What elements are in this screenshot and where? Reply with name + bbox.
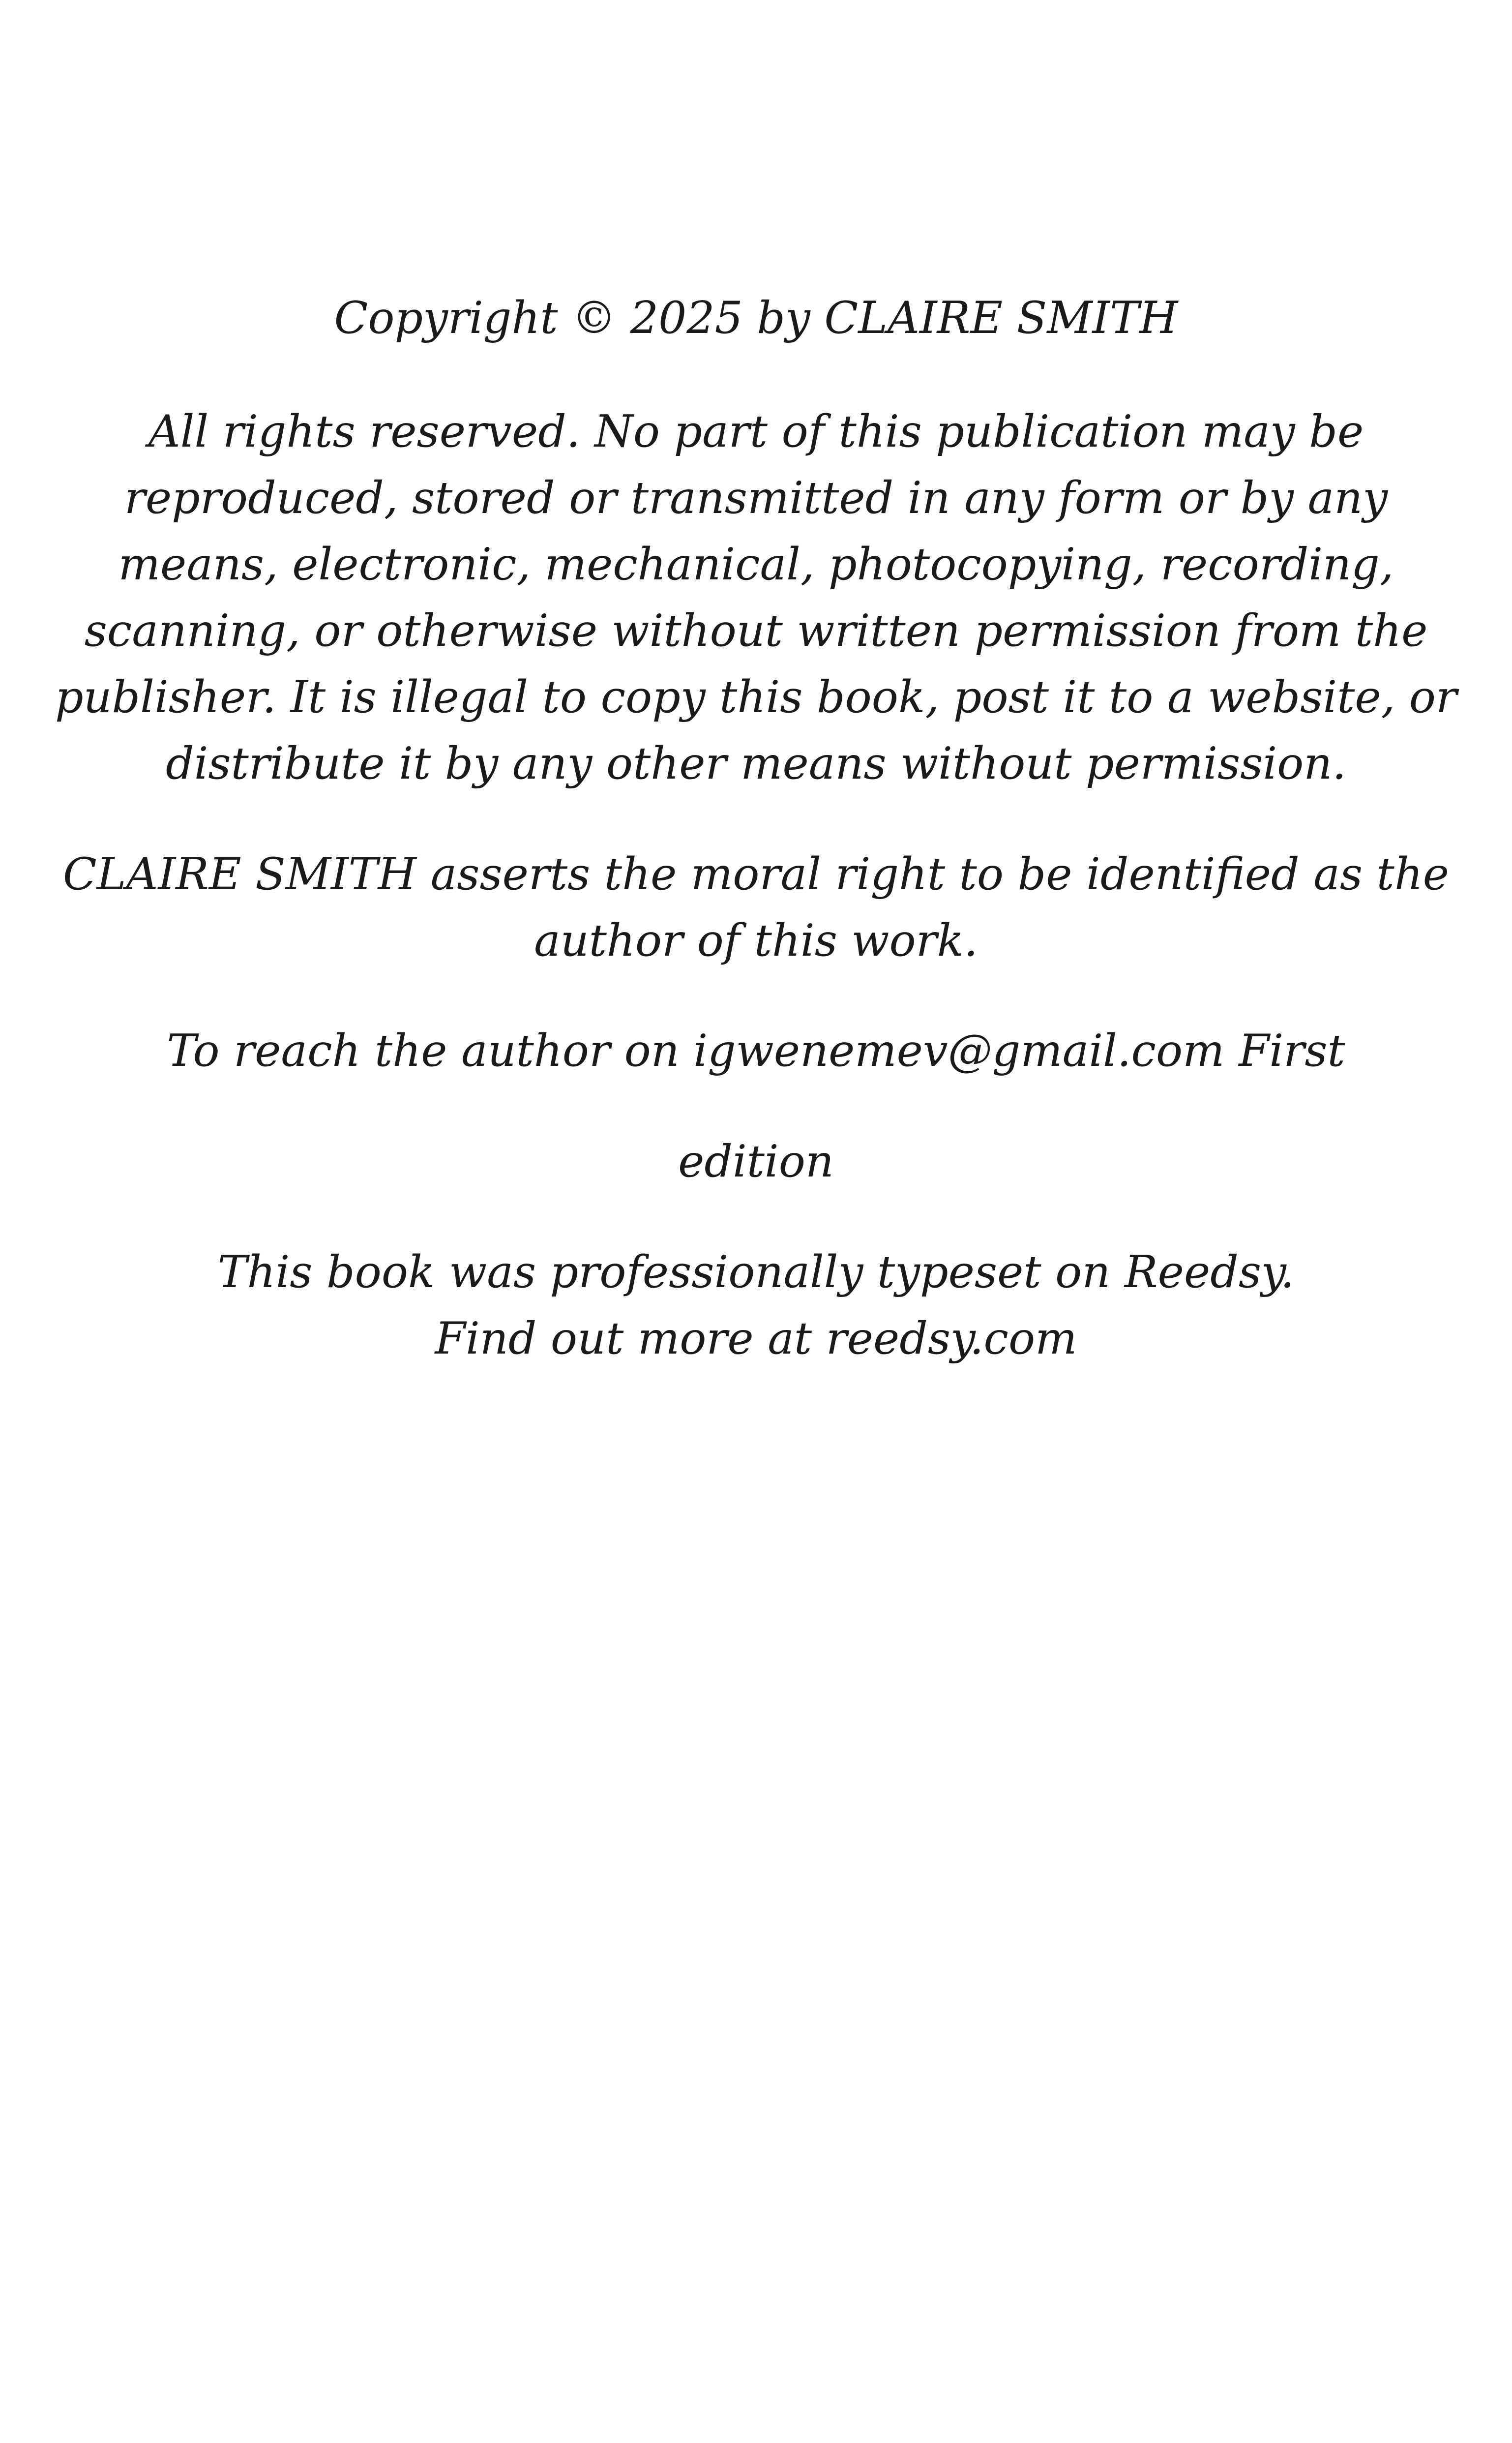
typeset-line: Find out more at reedsy.com: [435, 1313, 1077, 1364]
moral-right-line: author of this work.: [534, 915, 978, 966]
author-contact-text: To reach the author on igwenemev@gmail.com: [167, 1025, 1225, 1077]
rights-line: publisher. It is illegal to copy this book, post it to a website, or: [55, 671, 1457, 723]
rights-line: distribute it by any other means without permission.: [166, 738, 1346, 789]
edition-label: edition: [678, 1136, 834, 1187]
author-contact: [0, 1025, 1512, 1077]
rights-line: reproduced, stored or transmitted in any form or by any: [124, 472, 1388, 524]
typeset-line: This book was professionally typeset on Reedsy.: [217, 1246, 1295, 1298]
rights-line: scanning, or otherwise without written permission from the: [84, 605, 1428, 657]
rights-line: All rights reserved. No part of this publication may be: [148, 406, 1364, 457]
moral-right-line: CLAIRE SMITH asserts the moral right to be identified as the: [62, 848, 1450, 900]
edition-first-word: First: [1239, 1025, 1345, 1077]
rights-line: means, electronic, mechanical, photocopying, recording,: [118, 539, 1394, 590]
copyright-notice: Copyright © 2025 by CLAIRE SMITH: [334, 292, 1178, 344]
